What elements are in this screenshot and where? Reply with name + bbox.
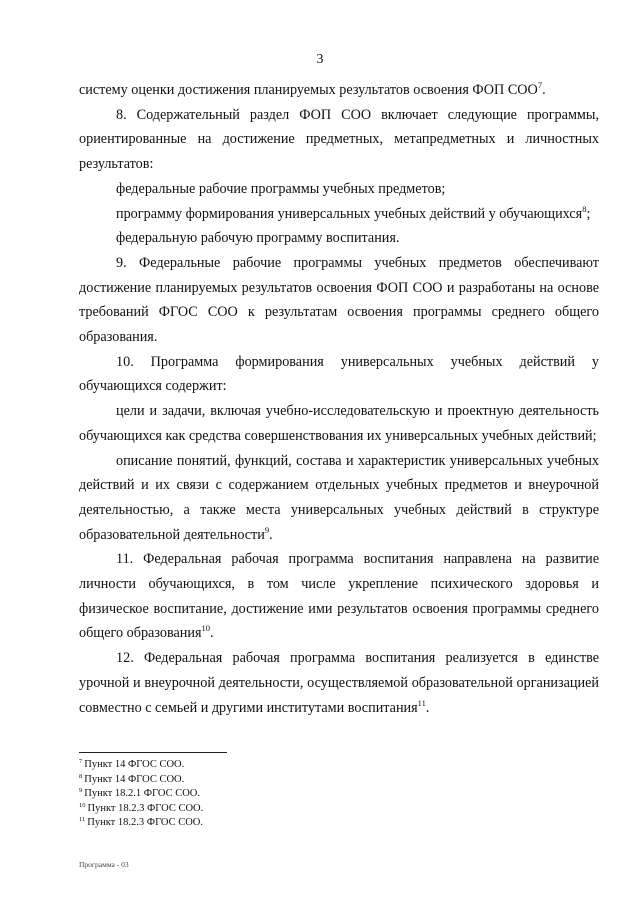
footnote-item: $^8$ Пункт 14 ФГОС СОО. (79, 772, 185, 785)
footnotes (79, 758, 479, 831)
paragraph-11: 11. Федеральная рабочая программа воспитания направлена на развитие личности обучающихся, в том числе укрепление психического здоровья и физическое воспитание, достижение ими результатов освоения программы среднего общего образования$^{10}$. (79, 551, 599, 642)
paragraph-assessment-system: систему оценки достижения планируемых результатов освоения ФОП СОО$^7$. (79, 80, 546, 98)
footnote-ref: 8 (582, 203, 587, 214)
paragraph-12: 12. Федеральная рабочая программа воспитания реализуется в единстве урочной и внеурочной деятельности, осуществляемой образовательной организацией совместно с семьей и другими институтами воспитания$^{11}$. (79, 650, 599, 716)
footnote-item: $^7$ Пункт 14 ФГОС СОО. (79, 758, 185, 770)
list-item-goals: цели и задачи, включая учебно-исследовательскую и проектную деятельность обучающихся как средства совершенствования их универсальных учебных действий; (79, 403, 599, 444)
document-body (79, 78, 599, 720)
page-number: 3 (316, 52, 324, 67)
footnote-item: $^9$ Пункт 18.2.1 ФГОС СОО. (79, 787, 200, 800)
paragraph-10: 10. Программа формирования универсальных учебных действий у обучающихся содержит: (79, 353, 599, 395)
footnote-ref: 7 (537, 80, 543, 90)
footnote-ref: 9 (264, 524, 270, 535)
footnote-separator (79, 752, 227, 753)
paragraph-8: 8. Содержательный раздел ФОП СОО включает следующие программы, ориентированные на достижение предметных, метапредметных и личностных результатов: (79, 106, 599, 173)
list-item-uud-program: программу формирования универсальных учебных действий у обучающихся$^8$; (116, 203, 591, 222)
footnote-item: $^{11}$ Пункт 18.2.3 ФГОС СОО. (79, 816, 204, 829)
paragraph-9: 9. Федеральные рабочие программы учебных предметов обеспечивают достижение планируемых результатов освоения ФОП СОО и разработаны на основе требований ФГОС СОО к результатам освоения программы среднего общего образования. (79, 254, 599, 346)
footnote-ref: 10 (201, 623, 210, 634)
footnote-item: $^{10}$ Пункт 18.2.3 ФГОС СОО. (79, 801, 204, 814)
list-item-subject-programs: федеральные рабочие программы учебных предметов; (116, 180, 446, 197)
list-item-description: описание понятий, функций, состава и характеристик универсальных учебных действий и их связи с содержанием отдельных учебных предметов и внеурочной деятельностью, а также места универсальных учебных действий в структуре образовательной деятельности$^9$. (79, 452, 599, 543)
page-footer: Программа - 03 (79, 860, 129, 869)
footnote-ref: 11 (417, 697, 426, 708)
list-item-upbringing-program: федеральную рабочую программу воспитания. (116, 230, 400, 247)
